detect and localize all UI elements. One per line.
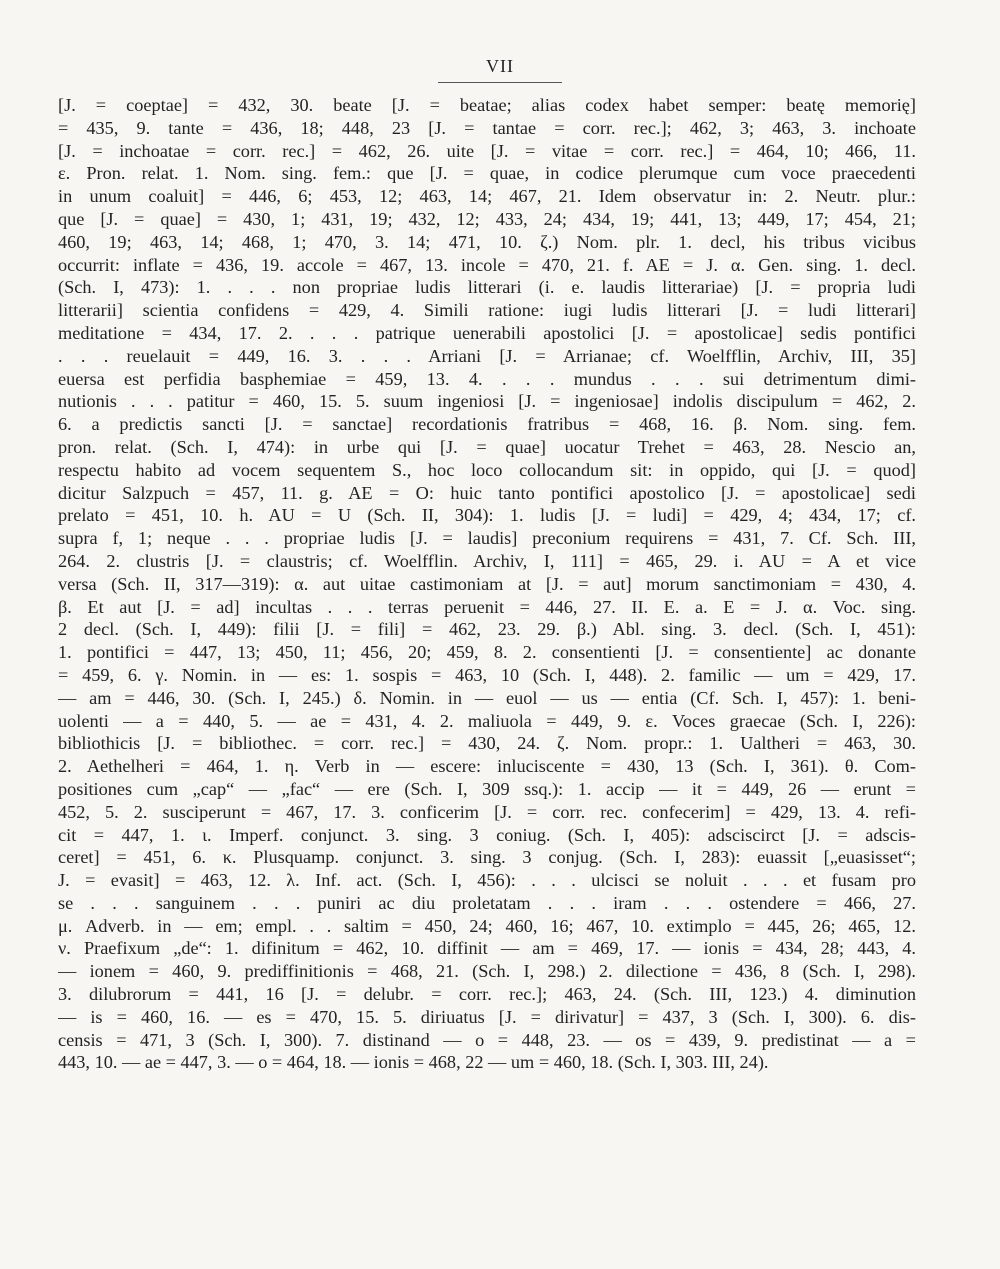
text-line: 3. dilubrorum = 441, 16 [J. = delubr. = corr. rec.]; 463, 24. (Sch. III, 123.) 4. diminution xyxy=(58,984,916,1005)
text-line: dicitur Salzpuch = 457, 11. g. AE = O: huic tanto pontifici apostolico [J. = apostolicae] sedi xyxy=(58,482,916,503)
header-rule xyxy=(438,82,562,83)
text-line: — is = 460, 16. — es = 470, 15. 5. diriuatus [J. = dirivatur] = 437, 3 (Sch. I, 300). 6. dis- xyxy=(58,1006,916,1027)
text-line: — am = 446, 30. (Sch. I, 245.) δ. Nomin. in — euol — us — entia (Cf. Sch. I, 457): 1. beni- xyxy=(58,687,916,708)
text-line: que [J. = quae] = 430, 1; 431, 19; 432, 12; 433, 24; 434, 19; 441, 13; 449, 17; 454, 21; xyxy=(58,208,916,229)
text-line: bibliothicis [J. = bibliothec. = corr. rec.] = 430, 24. ζ. Nom. propr.: 1. Ualtheri = 463, 30. xyxy=(58,733,916,754)
text-line: [J. = coeptae] = 432, 30. beate [J. = beatae; alias codex habet semper: beatę memorię] xyxy=(58,95,916,115)
text-line: cit = 447, 1. ι. Imperf. conjunct. 3. sing. 3 coniug. (Sch. I, 405): adsciscirct [J. = adscis- xyxy=(58,824,916,845)
text-line: . . . reuelauit = 449, 16. 3. . . . Arriani [J. = Arrianae; cf. Woelfflin, Archiv, III, 35] xyxy=(58,345,916,366)
text-line: euersa est perfidia basphemiae = 459, 13. 4. . . . mundus . . . sui detrimentum dimi- xyxy=(58,368,916,389)
text-line: censis = 471, 3 (Sch. I, 300). 7. distinand — o = 448, 23. — os = 439, 9. predistinat — a = xyxy=(58,1029,916,1050)
text-line: = 459, 6. γ. Nomin. in — es: 1. sospis = 463, 10 (Sch. I, 448). 2. familic — um = 429, 17. xyxy=(58,664,916,685)
text-line: (Sch. I, 473): 1. . . . non propriae ludis litterari (i. e. laudis litterariae) [J. = propria ludi xyxy=(58,277,916,298)
text-line: ν. Praefixum „de“: 1. difinitum = 462, 10. diffinit — am = 469, 17. — ionis = 434, 28; 443, 4. xyxy=(58,938,916,959)
text-line: 443, 10. — ae = 447, 3. — o = 464, 18. — ionis = 468, 22 — um = 460, 18. (Sch. I, 303. III, 24). xyxy=(58,1052,769,1073)
text-line: occurrit: inflate = 436, 19. accole = 467, 13. incole = 470, 21. f. AE = J. α. Gen. sing. 1. decl. xyxy=(58,254,916,275)
text-line: 2. Aethelheri = 464, 1. η. Verb in — escere: inluciscente = 430, 13 (Sch. I, 361). θ. Com- xyxy=(58,756,916,777)
text-line: uolenti — a = 440, 5. — ae = 431, 4. 2. maliuola = 449, 9. ε. Voces graecae (Sch. I, 226): xyxy=(58,710,916,731)
text-line: positiones cum „cap“ — „fac“ — ere (Sch. I, 309 ssq.): 1. accip — it = 449, 26 — erunt = xyxy=(58,778,916,799)
text-line: nutionis . . . patitur = 460, 15. 5. suum ingeniosi [J. = ingeniosae] indolis discipulum = 462, 2. xyxy=(58,391,916,412)
text-line: supra f, 1; neque . . . propriae ludis [J. = laudis] preconium requirens = 431, 7. Cf. Sch. III, xyxy=(58,528,916,549)
text-line: μ. Adverb. in — em; empl. . . saltim = 450, 24; 460, 16; 467, 10. extimplo = 445, 26; 465, 12. xyxy=(58,915,916,936)
body-text xyxy=(58,94,916,1074)
text-line: 264. 2. clustris [J. = claustris; cf. Woelfflin. Archiv, I, 111] = 465, 29. i. AU = A et vice xyxy=(58,550,916,571)
text-line: 452, 5. 2. susciperunt = 467, 17. 3. conficerim [J. = corr. rec. confecerim] = 429, 13. 4. refi- xyxy=(58,801,916,822)
text-line: ε. Pron. relat. 1. Nom. sing. fem.: que [J. = quae, in codice plerumque cum voce praecedenti xyxy=(58,163,916,184)
text-line: J. = evasit] = 463, 12. λ. Inf. act. (Sch. I, 456): . . . ulcisci se noluit . . . et fusam pro xyxy=(58,870,916,891)
text-line: prelato = 451, 10. h. AU = U (Sch. II, 304): 1. ludis [J. = ludi] = 429, 4; 434, 17; cf. xyxy=(58,505,916,526)
text-line: litterarii] scientia confidens = 429, 4. Simili ratione: iugi ludis litterari [J. = ludi litterari] xyxy=(58,300,916,321)
text-line: β. Et aut [J. = ad] incultas . . . terras peruenit = 446, 27. II. E. a. E = J. α. Voc. sing. xyxy=(58,596,916,617)
text-line: = 435, 9. tante = 436, 18; 448, 23 [J. = tantae = corr. rec.]; 462, 3; 463, 3. inchoate xyxy=(58,117,916,138)
text-line: 6. a predictis sancti [J. = sanctae] recordationis fratribus = 468, 16. β. Nom. sing. fem. xyxy=(58,414,916,435)
text-line: pron. relat. (Sch. I, 474): in urbe qui [J. = quae] uocatur Trehet = 463, 28. Nescio an, xyxy=(58,436,916,457)
text-line: versa (Sch. II, 317—319): α. aut uitae castimoniam at [J. = aut] morum sanctimoniam = 430, 4. xyxy=(58,573,916,594)
text-line: — ionem = 460, 9. prediffinitionis = 468, 21. (Sch. I, 298.) 2. dilectione = 436, 8 (Sch. I, 298). xyxy=(58,961,916,982)
text-line: 2 decl. (Sch. I, 449): filii [J. = fili] = 462, 23. 29. β.) Abl. sing. 3. decl. (Sch. I, 451): xyxy=(58,619,916,640)
text-line: [J. = inchoatae = corr. rec.] = 462, 26. uite [J. = vitae = corr. rec.] = 464, 10; 466, 11. xyxy=(58,140,916,161)
text-line: ceret] = 451, 6. κ. Plusquamp. conjunct. 3. sing. 3 conjug. (Sch. I, 283): euassit [„euasisset“; xyxy=(58,847,916,868)
page-number: VII xyxy=(486,56,514,76)
text-line: in unum coaluit] = 446, 6; 453, 12; 463, 14; 467, 21. Idem observatur in: 2. Neutr. plur.: xyxy=(58,186,916,207)
text-line: 1. pontifici = 447, 13; 450, 11; 456, 20; 459, 8. 2. consentienti [J. = consentiente] ac donante xyxy=(58,642,916,663)
text-line: meditatione = 434, 17. 2. . . . patrique uenerabili apostolici [J. = apostolicae] sedis pontifici xyxy=(58,322,916,343)
text-line: 460, 19; 463, 14; 468, 1; 470, 3. 14; 471, 10. ζ.) Nom. plr. 1. decl, his tribus vicibus xyxy=(58,231,916,252)
text-line: respectu habito ad vocem sequentem S., hoc loco collocandum sit: in oppido, qui [J. = quod] xyxy=(58,459,916,480)
text-line: se . . . sanguinem . . . puniri ac diu proletatam . . . iram . . . ostendere = 466, 27. xyxy=(58,892,916,913)
